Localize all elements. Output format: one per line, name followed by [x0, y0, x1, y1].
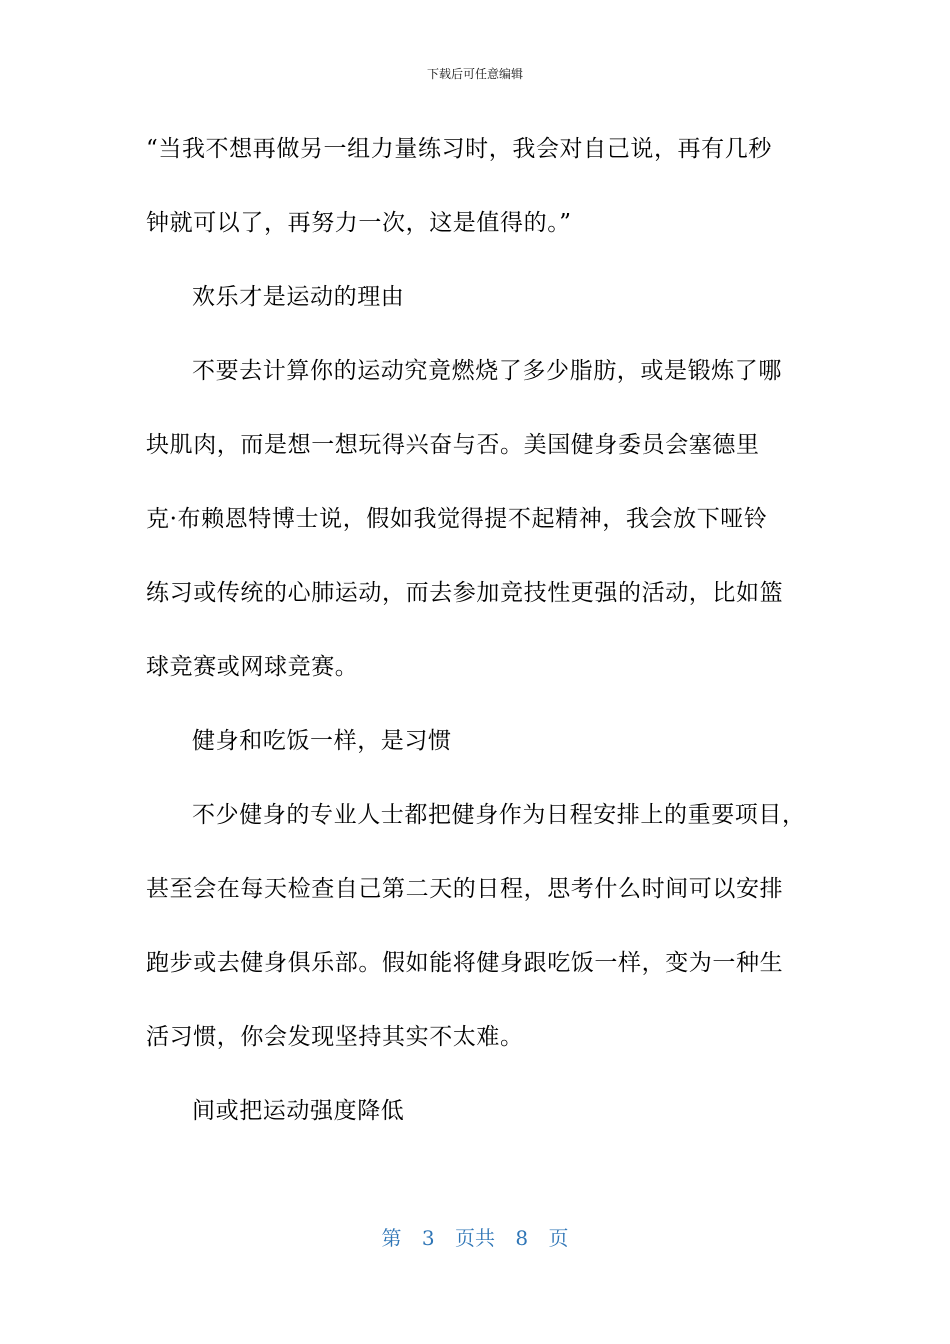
text-line-1: “当我不想再做另一组力量练习时，我会对自己说，再有几秒 [146, 136, 772, 162]
footer-middle: 页共 [455, 1226, 495, 1250]
section-heading-intensity: 间或把运动强度降低 [192, 1098, 405, 1124]
text-line-4: 不要去计算你的运动究竟燃烧了多少脂肪，或是锻炼了哪 [192, 358, 782, 384]
text-line-5: 块肌肉，而是想一想玩得兴奋与否。美国健身委员会塞德里 [146, 432, 760, 458]
text-line-10: 不少健身的专业人士都把健身作为日程安排上的重要项目， [192, 802, 806, 828]
footer-suffix: 页 [548, 1226, 569, 1250]
text-line-2: 钟就可以了，再努力一次，这是值得的。” [146, 210, 572, 236]
footer-total-pages: 8 [515, 1226, 529, 1250]
footer-current-page: 3 [421, 1226, 435, 1250]
text-line-6: 克·布赖恩特博士说，假如我觉得提不起精神，我会放下哑铃 [146, 506, 768, 532]
page-header [0, 66, 950, 82]
text-line-13: 活习惯，你会发现坚持其实不太难。 [146, 1024, 524, 1050]
text-line-11: 甚至会在每天检查自己第二天的日程，思考什么时间可以安排 [146, 876, 784, 902]
text-line-7: 练习或传统的心肺运动，而去参加竞技性更强的活动，比如篮 [146, 580, 784, 606]
section-heading-joy: 欢乐才是运动的理由 [192, 284, 405, 310]
footer-prefix: 第 [381, 1226, 402, 1250]
text-line-8: 球竞赛或网球竞赛。 [146, 654, 359, 680]
document-body [146, 112, 826, 1148]
section-heading-habit: 健身和吃饭一样，是习惯 [192, 728, 452, 754]
header-text: 下载后可任意编辑 [426, 67, 523, 81]
text-line-12: 跑步或去健身俱乐部。假如能将健身跟吃饭一样，变为一种生 [146, 950, 784, 976]
page-footer [0, 1224, 950, 1252]
